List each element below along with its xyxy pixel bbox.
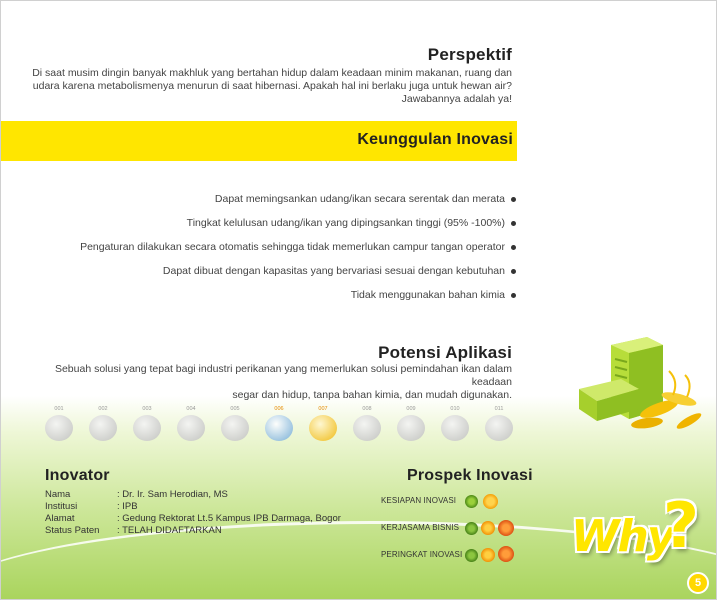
perspektif-line-3: Jawabannya adalah ya! [401,93,512,105]
keunggulan-item [41,193,517,217]
bullet-icon [511,269,516,274]
icon-strip [41,406,521,446]
inovator-label-institusi: Institusi [45,501,78,512]
factory-icon [133,415,161,441]
strip-item [349,406,385,446]
inovator-value-institusi: : IPB [117,501,138,512]
keunggulan-title: Keunggulan Inovasi [357,131,513,148]
inovator-label-nama: Nama [45,489,71,500]
inovator-value-nama: : Dr. Ir. Sam Herodian, MS [117,489,228,500]
recycle-icon [441,415,469,441]
leaf-icon [465,549,478,562]
inovator-value-alamat: : Gedung Rektorat Lt.5 Kampus IPB Darmaga, Bogor [117,513,341,524]
gear-icon [465,495,478,508]
bullet-icon [511,197,516,202]
strip-item [129,406,165,446]
potensi-text [32,363,512,402]
engine-icon [45,415,73,441]
strip-number: 003 [142,406,152,412]
strip-number: 004 [186,406,196,412]
strip-number: 010 [450,406,460,412]
fish-icon [397,415,425,441]
faucet-icon [485,415,513,441]
potensi-title: Potensi Aplikasi [378,343,512,362]
bullet-icon [511,245,516,250]
prospek-label-kerjasama: KERJASAMA BISNIS [381,523,460,532]
chart-icon [221,415,249,441]
prospek-label-peringkat: PERINGKAT INOVASI [381,550,463,559]
potensi-line-2: segar dan hidup, tanpa bahan kimia, dan mudah digunakan. [232,389,512,401]
gear-icon [89,415,117,441]
keunggulan-banner [1,121,517,161]
strip-item [85,406,121,446]
keunggulan-item-text: Tingkat kelulusan udang/ikan yang dipingsankan tinggi (95% -100%) [186,217,505,229]
thumbs-up-icon [498,546,514,562]
prospek-title: Prospek Inovasi [407,467,533,484]
strip-item [393,406,429,446]
keunggulan-item-text: Dapat memingsankan udang/ikan secara serentak dan merata [214,193,505,205]
strip-number: 007 [318,406,328,412]
strip-number: 005 [230,406,240,412]
flame-icon [481,548,495,562]
keunggulan-item [41,241,517,265]
perspektif-title: Perspektif [427,45,512,64]
question-mark-icon: ? [663,489,699,562]
strip-number: 001 [54,406,64,412]
keunggulan-item-text: Dapat dibuat dengan kapasitas yang bervariasi sesuai dengan kebutuhan [162,265,505,277]
keunggulan-item [41,217,517,241]
island-icon [309,415,337,441]
keunggulan-item [41,289,517,313]
inovator-label-alamat: Alamat [45,513,75,524]
syringe-icon [177,415,205,441]
perspektif-line-1: Di saat musim dingin banyak makhluk yang bertahan hidup dalam keadaan minim makanan, ruang dan [32,67,512,79]
strip-number: 008 [362,406,372,412]
why-logo-text: Why [571,511,674,562]
prospek-label-kesiapan: KESIAPAN INOVASI [381,496,457,505]
sun-icon [483,494,498,509]
strip-item [217,406,253,446]
perspektif-line-2: udara karena metabolismenya menurun di saat hibernasi. Apakah hal ini berlaku juga untuk hewan air? [32,80,512,92]
strip-number: 002 [98,406,108,412]
magnifier-icon [265,415,293,441]
keunggulan-list [41,193,517,313]
strip-item [173,406,209,446]
product-illustration [567,331,717,441]
keunggulan-item-text: Pengaturan dilakukan secara otomatis sehingga tidak memerlukan campur tangan operator [80,241,505,253]
strip-number: 011 [494,406,504,412]
keunggulan-item-text: Tidak menggunakan bahan kimia [350,289,505,301]
potensi-line-1: Sebuah solusi yang tepat bagi industri perikanan yang memerlukan solusi pemindahan ikan dalam keadaan [54,363,512,388]
page-number: 5 [687,572,709,594]
strip-number: 006 [274,406,284,412]
inovator-value-status: : TELAH DIDAFTARKAN [117,525,222,536]
keunggulan-item [41,265,517,289]
money-bag-icon [481,521,495,535]
strip-item [437,406,473,446]
hand-icon [353,415,381,441]
strip-item [305,406,341,446]
strip-item [261,406,297,446]
bullet-icon [511,221,516,226]
money-bag-icon [498,520,514,536]
inovator-label-status: Status Paten [45,525,100,536]
strip-item [481,406,517,446]
bullet-icon [511,293,516,298]
perspektif-text [32,67,512,106]
inovator-title: Inovator [45,467,110,484]
money-bag-icon [465,522,478,535]
strip-item [41,406,77,446]
strip-number: 009 [406,406,416,412]
